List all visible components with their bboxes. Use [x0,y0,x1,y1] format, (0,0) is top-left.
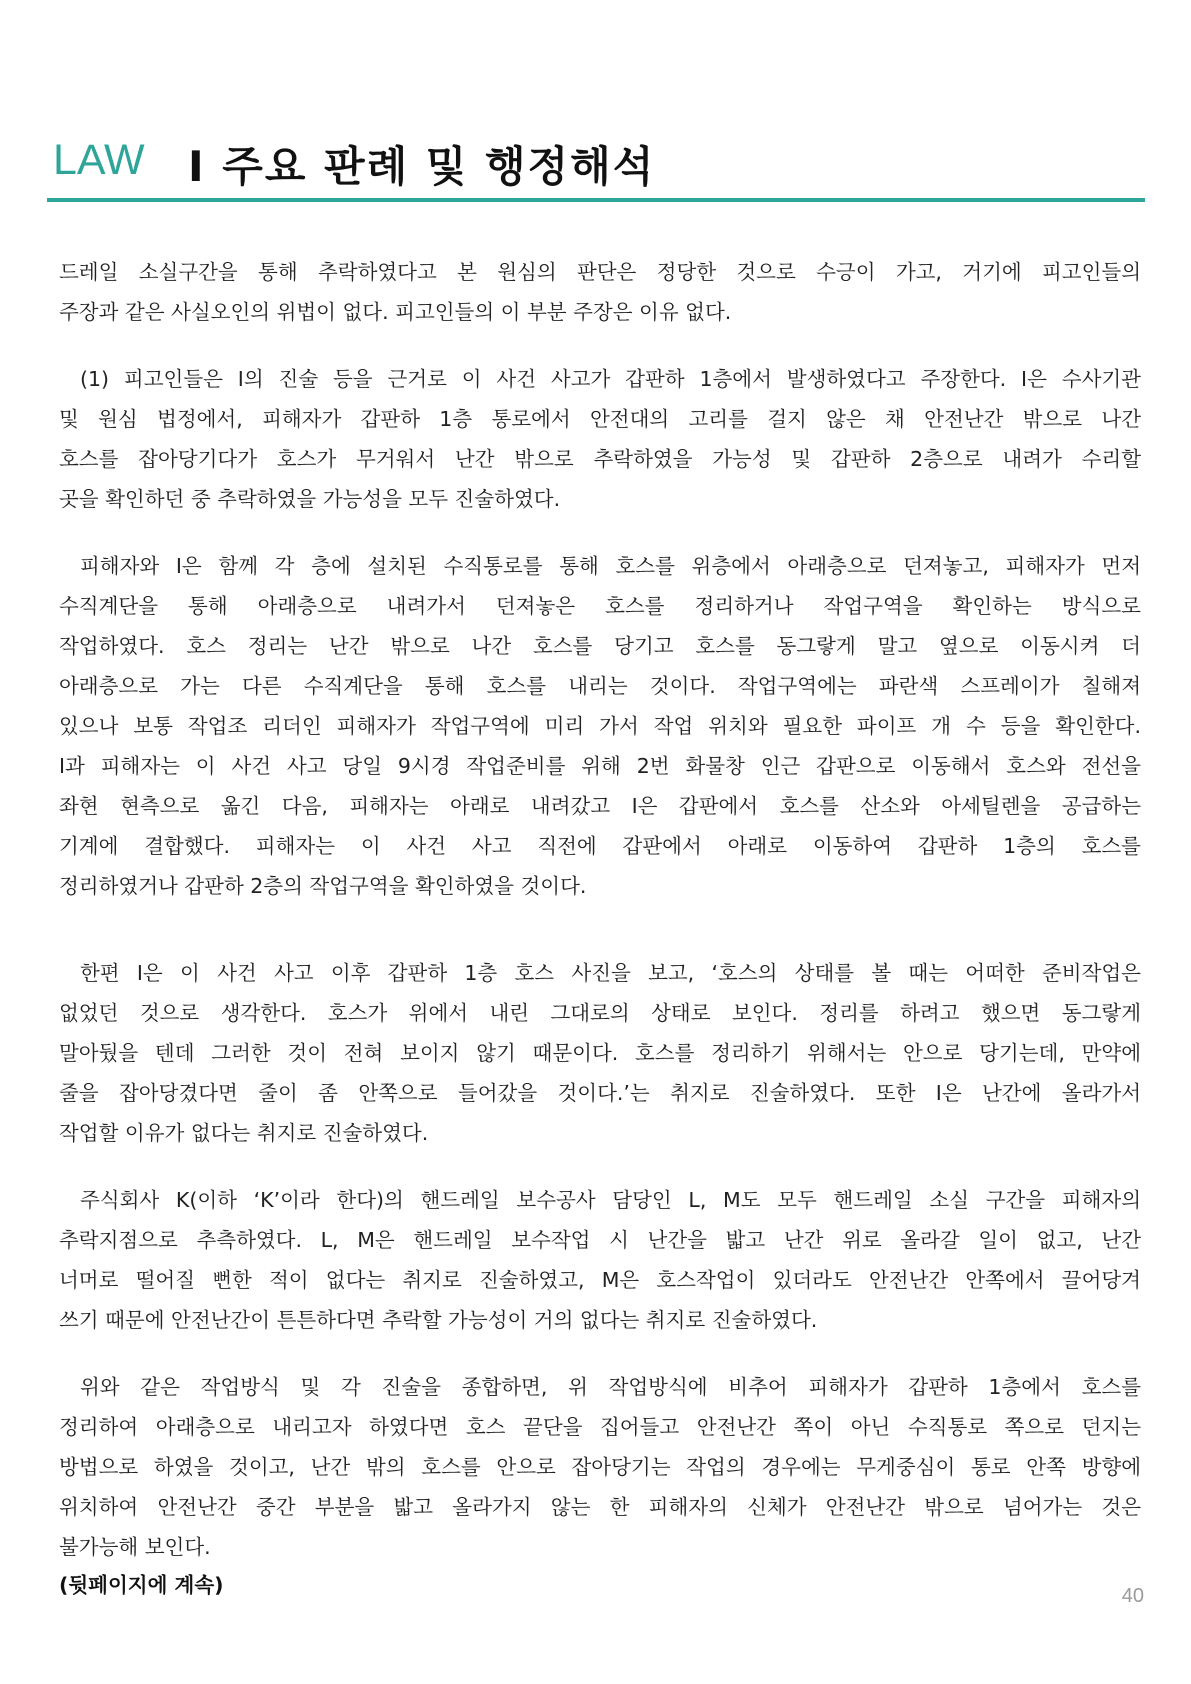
page-title: I 주요 판례 및 행정해석 [188,142,656,191]
text-line: 피해자와 I은 함께 각 층에 설치된 수직통로를 통해 호스를 위층에서 아래층으로 던져놓고, 피해자가 먼저 [80,554,1141,578]
text-line: 아래층으로 가는 다른 수직계단을 통해 호스를 내리는 것이다. 작업구역에는 파란색 스프레이가 칠해져 [59,674,1141,698]
text-line: 주장과 같은 사실오인의 위법이 없다. 피고인들의 이 부분 주장은 이유 없다. [59,300,732,324]
page-number: 40 [1121,1585,1144,1607]
header-divider [47,198,1145,202]
text-line: 주식회사 K(이하 ‘K’이라 한다)의 핸드레일 보수공사 담당인 L, M도 모두 핸드레일 소실 구간을 피해자의 [80,1188,1141,1212]
text-line: 추락지점으로 추측하였다. L, M은 핸드레일 보수작업 시 난간을 밟고 난간 위로 올라갈 일이 없고, 난간 [59,1228,1141,1252]
text-line: 곳을 확인하던 중 추락하였을 가능성을 모두 진술하였다. [59,487,561,511]
text-line: (1) 피고인들은 I의 진술 등을 근거로 이 사건 사고가 갑판하 1층에서 발생하였다고 주장한다. I은 수사기관 [80,367,1141,391]
text-line: 정리하였거나 갑판하 2층의 작업구역을 확인하였을 것이다. [59,874,587,898]
text-line: I과 피해자는 이 사건 사고 당일 9시경 작업준비를 위해 2번 화물창 인근 갑판으로 이동해서 호스와 전선을 [59,754,1141,778]
text-line: 좌현 현측으로 옮긴 다음, 피해자는 아래로 내려갔고 I은 갑판에서 호스를 산소와 아세틸렌을 공급하는 [59,794,1141,818]
page-header [50,128,1140,191]
text-line: 호스를 잡아당기다가 호스가 무거워서 난간 밖으로 추락하였을 가능성 및 갑판하 2층으로 내려가 수리할 [59,447,1141,471]
paragraph-4 [59,953,1141,1153]
text-line: 작업할 이유가 없다는 취지로 진술하였다. [59,1121,429,1145]
text-line: 수직계단을 통해 아래층으로 내려가서 던져놓은 호스를 정리하거나 작업구역을 확인하는 방식으로 [59,594,1141,618]
paragraph-5 [59,1180,1141,1340]
text-line: 드레일 소실구간을 통해 추락하였다고 본 원심의 판단은 정당한 것으로 수긍이 가고, 거기에 피고인들의 [59,260,1141,284]
section-label: LAW [53,136,145,184]
text-line: 및 원심 법정에서, 피해자가 갑판하 1층 통로에서 안전대의 고리를 걸지 않은 채 안전난간 밖으로 나간 [59,407,1141,431]
continue-note: (뒷페이지에 계속) [59,1573,224,1597]
paragraph-1 [59,252,1141,332]
text-line: 위와 같은 작업방식 및 각 진술을 종합하면, 위 작업방식에 비추어 피해자가 갑판하 1층에서 호스를 [80,1375,1141,1399]
text-line: 불가능해 보인다. [59,1535,211,1559]
text-line: 위치하여 안전난간 중간 부분을 밟고 올라가지 않는 한 피해자의 신체가 안전난간 밖으로 넘어가는 것은 [59,1495,1141,1519]
paragraph-2 [59,359,1141,519]
text-line: 있으나 보통 작업조 리더인 피해자가 작업구역에 미리 가서 작업 위치와 필요한 파이프 개 수 등을 확인한다. [59,714,1141,738]
text-line: 너머로 떨어질 뻔한 적이 없다는 취지로 진술하였고, M은 호스작업이 있더라도 안전난간 안쪽에서 끌어당겨 [59,1268,1141,1292]
text-line: 줄을 잡아당겼다면 줄이 좀 안쪽으로 들어갔을 것이다.’는 취지로 진술하였다. 또한 I은 난간에 올라가서 [59,1081,1141,1105]
text-line: 정리하여 아래층으로 내리고자 하였다면 호스 끝단을 집어들고 안전난간 쪽이 아닌 수직통로 쪽으로 던지는 [59,1415,1141,1439]
text-line: 기계에 결합했다. 피해자는 이 사건 사고 직전에 갑판에서 아래로 이동하여 갑판하 1층의 호스를 [59,834,1141,858]
paragraph-6 [59,1367,1141,1567]
paragraph-3 [59,546,1141,906]
text-line: 말아뒀을 텐데 그러한 것이 전혀 보이지 않기 때문이다. 호스를 정리하기 위해서는 안으로 당기는데, 만약에 [59,1041,1141,1065]
text-line: 한편 I은 이 사건 사고 이후 갑판하 1층 호스 사진을 보고, ‘호스의 상태를 볼 때는 어떠한 준비작업은 [80,961,1141,985]
text-line: 방법으로 하였을 것이고, 난간 밖의 호스를 안으로 잡아당기는 작업의 경우에는 무게중심이 통로 안쪽 방향에 [59,1455,1141,1479]
text-line: 쓰기 때문에 안전난간이 튼튼하다면 추락할 가능성이 거의 없다는 취지로 진술하였다. [59,1308,818,1332]
text-line: 없었던 것으로 생각한다. 호스가 위에서 내린 그대로의 상태로 보인다. 정리를 하려고 했으면 동그랗게 [59,1001,1141,1025]
document-body [59,252,1141,1603]
text-line: 작업하였다. 호스 정리는 난간 밖으로 나간 호스를 당기고 호스를 동그랗게 말고 옆으로 이동시켜 더 [59,634,1141,658]
